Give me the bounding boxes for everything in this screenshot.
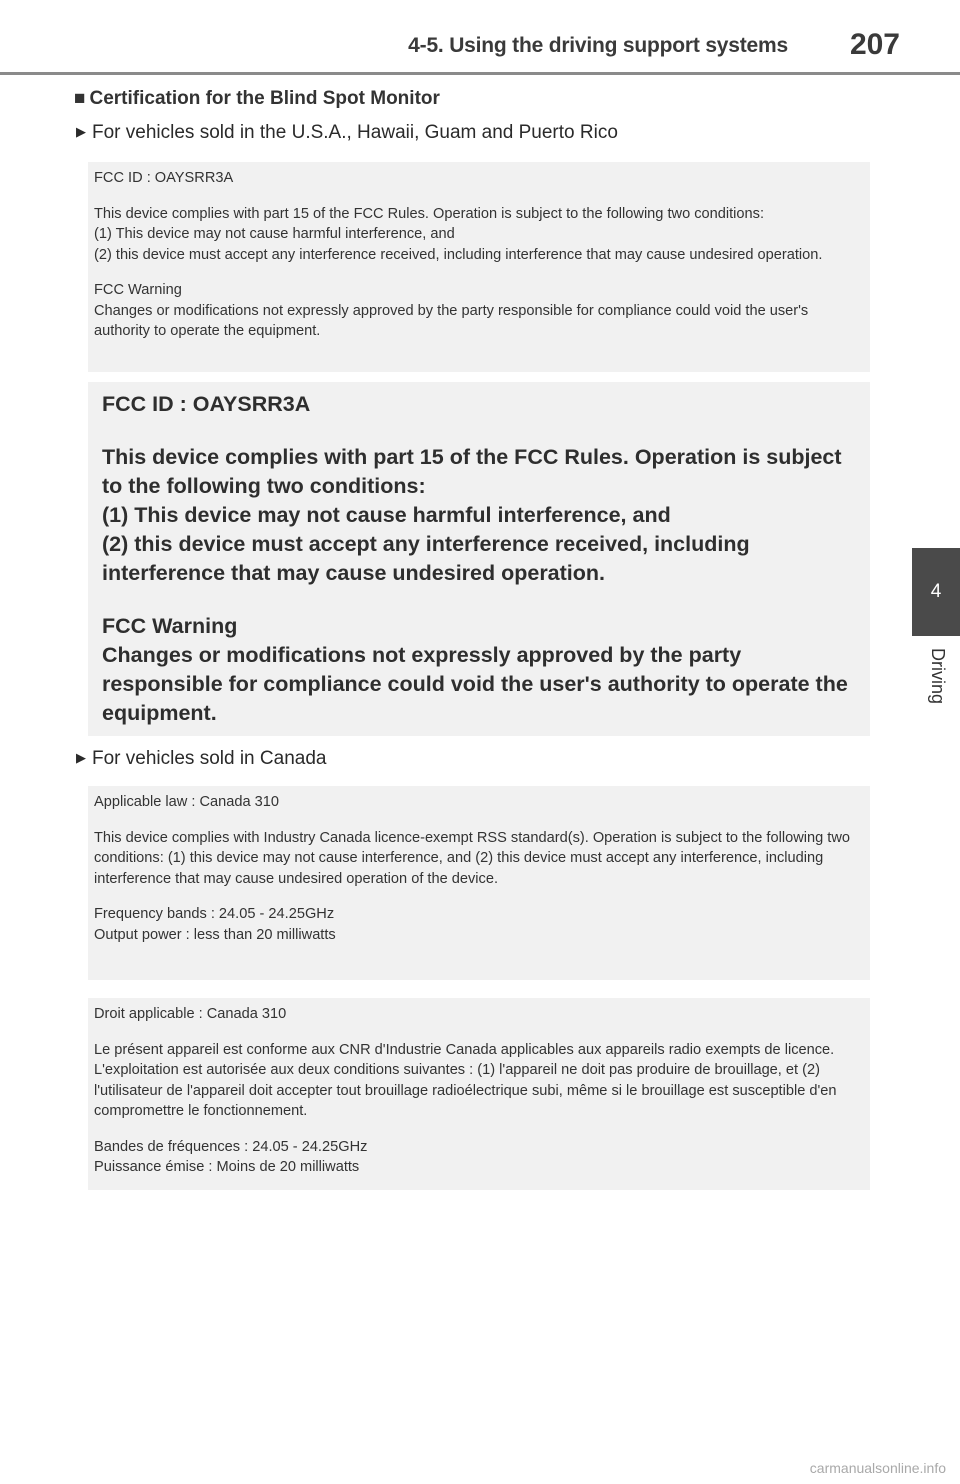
canada-fr-complies-text: Le présent appareil est conforme aux CNR d'Industrie Canada applicables aux appareils radio exempts de licence. L'exploitation est autorisée aux deux conditions suivantes : (1) l'appareil ne doit pas produire de brouillage, et (2) l'utilisateur de l'appareil doit accepter tout brouillage radioélectrique subi, même si le brouillage est susceptible d'en compromettre le fonctionnement. bbox=[94, 1041, 837, 1119]
fcc-id-large: FCC ID : OAYSRR3A bbox=[102, 392, 311, 416]
canada-fr-frequency: Bandes de fréquences : 24.05 - 24.25GHz bbox=[94, 1138, 368, 1155]
canada-frequency: Frequency bands : 24.05 - 24.25GHz bbox=[94, 906, 335, 922]
bullet-usa bbox=[76, 122, 618, 144]
canada-label-french bbox=[88, 998, 870, 1190]
fcc-condition-2: (2) this device must accept any interference received, including interference that may cause undesired operation. bbox=[94, 246, 823, 263]
canada-label-english bbox=[88, 786, 870, 980]
fcc-condition-1-large: (1) This device may not cause harmful interference, and bbox=[102, 503, 671, 527]
fcc-id: FCC ID : OAYSRR3A bbox=[94, 170, 234, 186]
bullet-usa-text: For vehicles sold in the U.S.A., Hawaii, Guam and Puerto Rico bbox=[92, 122, 618, 143]
page-number: 207 bbox=[849, 28, 900, 61]
triangle-bullet-icon: ▶ bbox=[76, 750, 86, 765]
header-title: 4-5. Using the driving support systems bbox=[408, 34, 788, 57]
canada-power: Output power : less than 20 milliwatts bbox=[94, 926, 336, 943]
chapter-label: Driving bbox=[928, 648, 948, 705]
fcc-condition-2-large: (2) this device must accept any interference received, including interference that may cause undesired operation. bbox=[102, 532, 750, 585]
square-bullet-icon: ■ bbox=[74, 88, 86, 109]
fcc-label-small bbox=[88, 162, 870, 372]
triangle-bullet-icon: ▶ bbox=[76, 124, 86, 139]
canada-complies-text: This device complies with Industry Canada licence-exempt RSS standard(s). Operation is subject to the following two conditions: (1) this device may not cause interference, and (2) this device must accept any interference, including interference that may cause undesired operation of the device. bbox=[94, 829, 850, 887]
bullet-canada bbox=[76, 748, 326, 770]
fcc-warning-text: Changes or modifications not expressly approved by the party responsible for compliance could void the user's authority to operate the equipment. bbox=[94, 302, 809, 339]
fcc-complies-text-large: This device complies with part 15 of the FCC Rules. Operation is subject to the following two conditions: bbox=[102, 445, 842, 498]
canada-law: Applicable law : Canada 310 bbox=[94, 794, 279, 810]
page-header bbox=[0, 0, 960, 76]
watermark: carmanualsonline.info bbox=[809, 1460, 946, 1476]
fcc-warning-text-large: Changes or modifications not expressly approved by the party responsible for compliance could void the user's authority to operate the equipment. bbox=[102, 643, 848, 725]
chapter-tab[interactable] bbox=[912, 548, 960, 636]
fcc-warning-title: FCC Warning bbox=[94, 282, 182, 298]
fcc-complies-text: This device complies with part 15 of the FCC Rules. Operation is subject to the following two conditions: bbox=[94, 205, 765, 222]
header-rule bbox=[0, 72, 960, 75]
canada-fr-law: Droit applicable : Canada 310 bbox=[94, 1006, 287, 1022]
canada-fr-power: Puissance émise : Moins de 20 milliwatts bbox=[94, 1159, 360, 1175]
fcc-warning-title-large: FCC Warning bbox=[102, 614, 238, 638]
fcc-condition-1: (1) This device may not cause harmful interference, and bbox=[94, 226, 455, 242]
section-heading-text: Certification for the Blind Spot Monitor bbox=[89, 88, 440, 109]
chapter-number: 4 bbox=[930, 581, 942, 602]
fcc-label-large bbox=[88, 382, 870, 736]
bullet-canada-text: For vehicles sold in Canada bbox=[92, 748, 327, 769]
section-heading bbox=[74, 88, 440, 110]
